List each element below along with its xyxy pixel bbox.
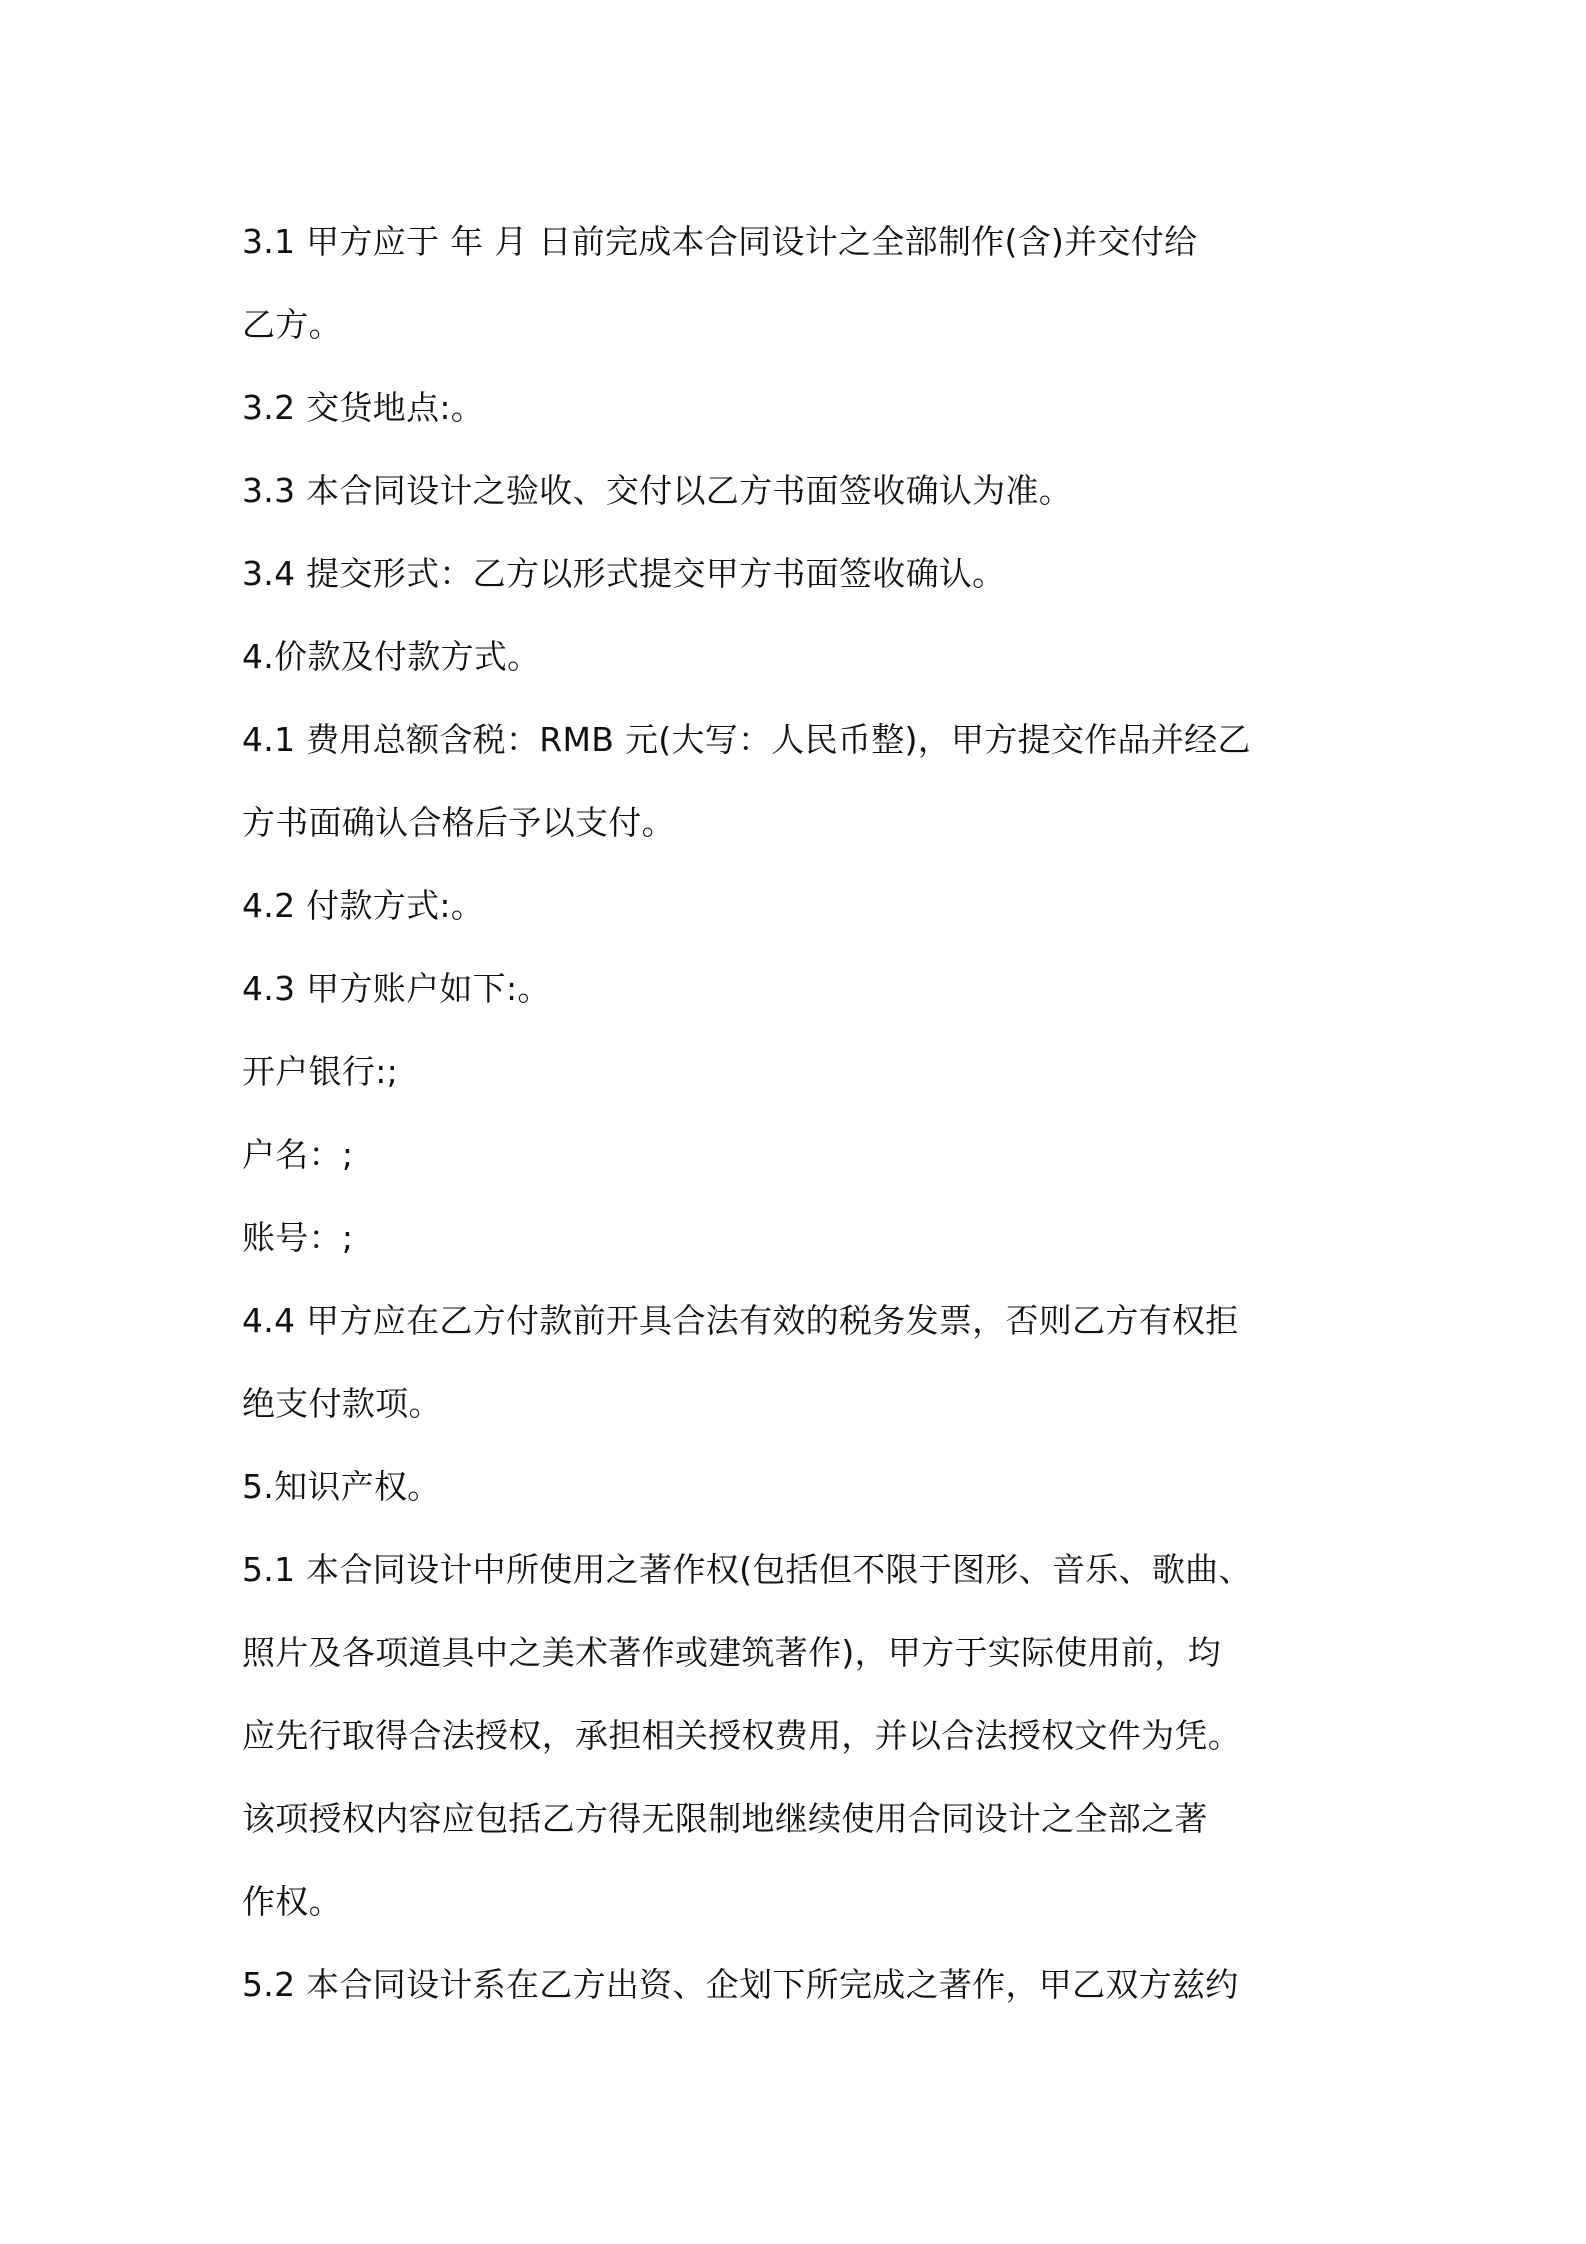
clause-5-1-line-4: 该项授权内容应包括乙方得无限制地继续使用合同设计之全部之著	[242, 1799, 1208, 1838]
clause-3-3: 3.3 本合同设计之验收、交付以乙方书面签收确认为准。	[242, 471, 1073, 510]
contract-body	[242, 200, 1358, 2026]
clause-3-1-line-1: 3.1 甲方应于 年 月 日前完成本合同设计之全部制作(含)并交付给	[242, 222, 1198, 261]
clause-5-1-line-3: 应先行取得合法授权，承担相关授权费用，并以合法授权文件为凭。	[242, 1716, 1241, 1755]
clause-3-2: 3.2 交货地点:。	[242, 388, 485, 427]
section-5-heading: 5.知识产权。	[242, 1467, 441, 1506]
section-4-heading: 4.价款及付款方式。	[242, 637, 541, 676]
clause-3-4: 3.4 提交形式：乙方以形式提交甲方书面签收确认。	[242, 554, 1006, 593]
account-number-field: 账号：;	[242, 1218, 354, 1257]
clause-5-1-line-2: 照片及各项道具中之美术著作或建筑著作)，甲方于实际使用前，均	[242, 1633, 1221, 1672]
clause-5-2-line-1: 5.2 本合同设计系在乙方出资、企划下所完成之著作，甲乙双方兹约	[242, 1965, 1239, 2004]
clause-5-1-line-5: 作权。	[242, 1882, 342, 1921]
account-name-field: 户名：;	[242, 1135, 354, 1174]
clause-4-3: 4.3 甲方账户如下:。	[242, 969, 551, 1008]
clause-4-1-line-2: 方书面确认合格后予以支付。	[242, 803, 675, 842]
clause-4-1-line-1: 4.1 费用总额含税：RMB 元(大写：人民币整)，甲方提交作品并经乙	[242, 720, 1251, 759]
clause-5-1-line-1: 5.1 本合同设计中所使用之著作权(包括但不限于图形、音乐、歌曲、	[242, 1550, 1252, 1589]
clause-4-2: 4.2 付款方式:。	[242, 886, 485, 925]
clause-4-4-line-2: 绝支付款项。	[242, 1384, 442, 1423]
clause-4-4-line-1: 4.4 甲方应在乙方付款前开具合法有效的税务发票，否则乙方有权拒	[242, 1301, 1239, 1340]
bank-name-field: 开户银行:;	[242, 1052, 399, 1091]
clause-3-1-line-2: 乙方。	[242, 305, 342, 344]
